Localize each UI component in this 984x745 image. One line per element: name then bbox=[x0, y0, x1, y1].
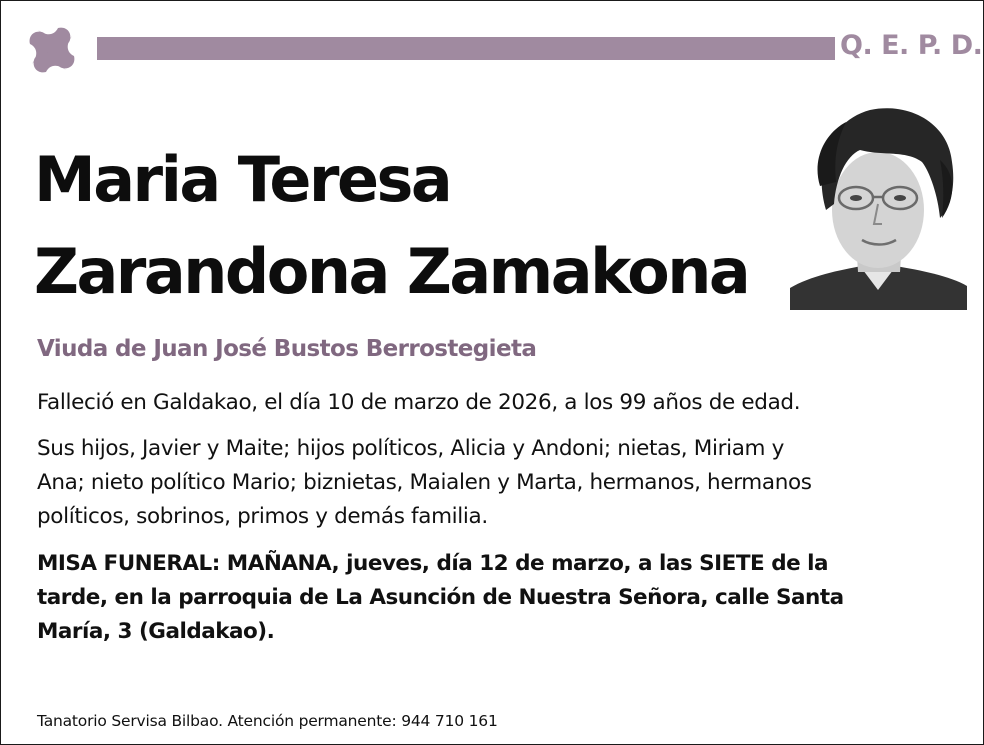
qepd-label: Q. E. P. D. bbox=[840, 30, 983, 61]
family-line: políticos, sobrinos, primos y demás familia. bbox=[37, 504, 488, 529]
portrait-photo bbox=[790, 100, 967, 310]
family-line: Sus hijos, Javier y Maite; hijos políticos, Alicia y Andoni; nietas, Miriam y bbox=[37, 436, 784, 461]
deceased-name bbox=[34, 134, 748, 318]
funeral-home-footer: Tanatorio Servisa Bilbao. Atención permanente: 944 710 161 bbox=[37, 712, 498, 730]
death-notice bbox=[37, 386, 800, 420]
header-bar bbox=[97, 37, 835, 60]
mass-line: MISA FUNERAL: MAÑANA, jueves, día 12 de marzo, a las SIETE de la bbox=[37, 551, 829, 576]
mass-line: tarde, en la parroquia de La Asunción de Nuestra Señora, calle Santa bbox=[37, 585, 844, 610]
funeral-mass-paragraph bbox=[37, 547, 844, 649]
name-line-2: Zarandona Zamakona bbox=[34, 235, 749, 308]
family-paragraph bbox=[37, 432, 812, 534]
family-line: Ana; nieto político Mario; biznietas, Maialen y Marta, hermanos, hermanos bbox=[37, 470, 812, 495]
death-notice-text: Falleció en Galdakao, el día 10 de marzo de 2026, a los 99 años de edad. bbox=[37, 390, 801, 415]
mass-line: María, 3 (Galdakao). bbox=[37, 619, 275, 644]
name-line-1: Maria Teresa bbox=[34, 143, 451, 216]
widow-of-text: Viuda de Juan José Bustos Berrostegieta bbox=[37, 336, 537, 362]
lauburu-icon bbox=[14, 14, 90, 86]
